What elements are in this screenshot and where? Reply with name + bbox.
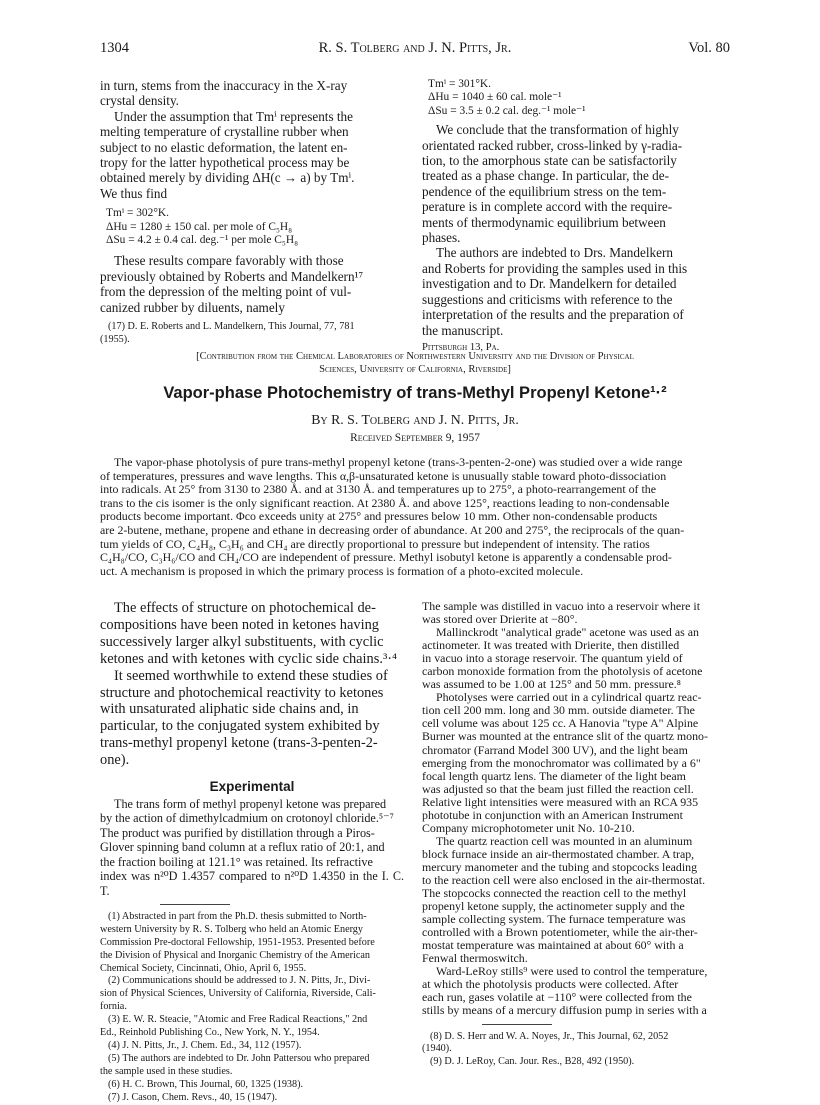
text-line: treated as a phase change. In particular, the de-	[422, 168, 669, 184]
text-line: orientated racked rubber, cross-linked by γ-radia-	[422, 137, 683, 153]
byline: By R. S. Tolberg and J. N. Pitts, Jr.	[311, 412, 519, 427]
text-line: the fraction boiling at 121.1° was retained. Its refractive	[100, 854, 373, 869]
abstract-line: products become important. Φco exceeds unity at 275° and pressures below 10 mm. Other non-condensable products	[100, 509, 658, 524]
section-heading: Experimental	[209, 779, 295, 795]
text-line: Ward-LeRoy stills⁹ were used to control the temperature,	[436, 964, 708, 979]
text-line: Fenwal thermoswitch.	[422, 951, 528, 966]
experimental-text-continued	[422, 600, 732, 1018]
text-line: by the action of dimethylcadmium on crotonoyl chloride.⁵⁻⁷	[100, 811, 394, 826]
abstract	[100, 456, 730, 578]
text-line: obtained merely by dividing ΔH(c → a) by Tmⁱ.	[100, 170, 355, 186]
text-line: from the depression of the melting point of vul-	[100, 284, 352, 300]
abstract-line: into radicals. At 25° from 3130 to 2380 Å. and at 3130 Å. and temperatures up to 275°, a photo-rearrangement of the	[100, 482, 657, 497]
text-line: subject to no elastic deformation, the latent en-	[100, 139, 348, 155]
intro-line: The effects of structure on photochemical de-	[114, 600, 376, 616]
text-line: The trans form of methyl propenyl ketone was prepared	[114, 797, 387, 812]
text-line: We thus find	[100, 185, 168, 201]
main-left-column	[100, 600, 404, 1105]
text-line: to the reaction cell were also enclosed in the air-thermostat.	[422, 872, 706, 887]
equation-line: ΔHu = 1040 ± 60 cal. mole⁻¹	[428, 91, 562, 104]
author-location: Pittsburgh 13, Pa.	[422, 341, 500, 353]
text-line: tropy for the latter hypothetical process may be	[100, 155, 350, 171]
footnote-line: (8) D. S. Herr and W. A. Noyes, Jr., This Journal, 62, 2052	[430, 1030, 669, 1042]
text-line: canized rubber by diluents, namely	[100, 299, 285, 315]
prev-article-right-column	[422, 78, 726, 355]
abstract-line: C₄H₈/CO, C₃H₆/CO and CH₄/CO are independent of pressure. Methyl isobutyl ketone is apparently a condensable prod-	[100, 550, 672, 565]
text-line: melting temperature of crystalline rubber when	[100, 124, 349, 140]
intro-line: It seemed worthwhile to extend these studies of	[114, 667, 388, 684]
text-line: Glover spinning band column at a reflux ratio of 20:1, and	[100, 840, 385, 855]
text-line: actinometer. It was treated with Drierite, then distilled	[422, 638, 680, 653]
introduction	[100, 600, 404, 769]
text-line: at which the photolysis products were collected. After	[422, 977, 679, 992]
text-line: mostat temperature was maintained at about 60° with a	[422, 938, 684, 953]
text-line: crystal density.	[100, 93, 179, 109]
main-right-column	[422, 600, 732, 1069]
text-line: controlled with a Brown potentiometer, while the air-ther-	[422, 925, 698, 940]
contribution-note	[100, 350, 730, 377]
text-line: in turn, stems from the inaccuracy in the X-ray	[100, 78, 348, 93]
abstract-line: uct. A mechanism is proposed in which the primary process is formation of a photo-excited molecule.	[100, 563, 584, 578]
intro-line: compositions have been noted in ketones having	[100, 616, 379, 633]
abstract-line: of temperatures, pressures and wave lengths. This α,β-unsaturated ketone is unusually stable toward photo-dissociation	[100, 468, 667, 483]
equation-line: ΔHu = 1280 ± 150 cal. per mole of C₅H₈	[106, 220, 293, 233]
text-line: The authors are indebted to Drs. Mandelkern	[436, 245, 673, 261]
text-line: carbon monoxide formation from the photolysis of acetone	[422, 664, 703, 679]
intro-line: one).	[100, 752, 130, 769]
footnote-line: the Division of Physical and Inorganic Chemistry of the American	[100, 949, 371, 961]
text-line: was stored over Drierite at −80°.	[422, 612, 578, 627]
abstract-line: The vapor-phase photolysis of pure trans-methyl propenyl ketone (trans-3-penten-2-one) was studied over a wide range	[114, 455, 683, 469]
volume-label: Vol. 80	[688, 40, 730, 56]
intro-line: particular, to the conjugated system exhibited by	[100, 718, 380, 735]
contribution-line: [Contribution from the Chemical Laboratories of Northwestern University and the Division of Physical	[196, 351, 634, 362]
footnote-line: (9) D. J. LeRoy, Can. Jour. Res., B28, 492 (1950).	[430, 1056, 635, 1068]
text-line: block furnace inside an air-thermostated chamber. A trap,	[422, 846, 695, 861]
footnote-line: (7) J. Cason, Chem. Revs., 40, 15 (1947).	[108, 1091, 278, 1103]
text-line: propenyl ketone supply, the actinometer supply and the	[422, 899, 685, 914]
footnote-line: (3) E. W. R. Steacie, "Atomic and Free Radical Reactions," 2nd	[108, 1014, 368, 1026]
text-line: Burner was mounted at the entrance slit of the quartz mono-	[422, 729, 708, 744]
text-line: Company microphotometer unit No. 10-210.	[422, 820, 635, 835]
text-line: was assumed to be 1.00 at 125° and 50 mm. pressure.⁸	[422, 677, 681, 692]
text-line: Mallinckrodt "analytical grade" acetone was used as an	[436, 625, 699, 640]
footnotes-left	[100, 911, 404, 1105]
footnote-line: (6) H. C. Brown, This Journal, 60, 1325 (1938).	[108, 1078, 304, 1090]
intro-line: with unsaturated aliphatic side chains and, in	[100, 701, 359, 718]
footnote-line: the sample used in these studies.	[100, 1065, 233, 1077]
footnote-line: (1940).	[422, 1043, 452, 1055]
footnote-line: Commission Pre-doctoral Fellowship, 1951-1953. Presented before	[100, 936, 375, 948]
text-line: and Roberts for providing the samples used in this	[422, 260, 688, 276]
article-title: Vapor-phase Photochemistry of trans-Methyl Propenyl Ketone¹·²	[163, 384, 667, 402]
text-line: Under the assumption that Tmⁱ represents the	[114, 108, 353, 124]
text-line: previously obtained by Roberts and Mandelkern¹⁷	[100, 268, 364, 284]
footnote-17-cont: (1955).	[100, 334, 130, 345]
footnote-rule	[160, 904, 230, 905]
footnote-line: (5) The authors are indebted to Dr. John Pattersou who prepared	[108, 1052, 370, 1064]
equation-line: Tmⁱ = 302°K.	[106, 207, 169, 220]
text-line: tion, to the amorphous state can be satisfactorily	[422, 153, 677, 169]
footnote-line: sion of Physical Sciences, University of California, Riverside, Cali-	[100, 988, 376, 1000]
abstract-line: tum yields of CO, C₄H₈, C₃H₆ and CH₄ are directly proportional to pressure but independent of intensity. The ratios	[100, 536, 650, 551]
text-line: We conclude that the transformation of highly	[436, 122, 679, 138]
equation-line: ΔSu = 3.5 ± 0.2 cal. deg.⁻¹ mole⁻¹	[428, 104, 586, 117]
footnote-line: fornia.	[100, 1001, 127, 1013]
text-line: These results compare favorably with those	[114, 253, 344, 269]
footnote-rule	[482, 1024, 552, 1025]
text-line: mercury manometer and the tubing and stopcocks leading	[422, 859, 698, 874]
text-line: emerging from the monochromator was collimated by a 6"	[422, 755, 701, 770]
page-number: 1304	[100, 40, 129, 56]
equation-line: Tmⁱ = 301°K.	[428, 78, 491, 90]
footnote-line: Chemical Society, Cincinnati, Ohio, April 6, 1955.	[100, 962, 307, 974]
text-line: Photolyses were carried out in a cylindrical quartz reac-	[436, 690, 702, 705]
text-line: sample collecting system. The furnace temperature was	[422, 912, 686, 927]
text-line: The product was purified by distillation through a Piros-	[100, 825, 375, 840]
text-line: tion cell 200 mm. long and 30 mm. outside diameter. The	[422, 703, 695, 718]
text-line: investigation and to Dr. Mandelkern for detailed	[422, 276, 677, 292]
text-line: perature is in complete accord with the require-	[422, 199, 673, 215]
text-line: focal length quartz lens. The diameter of the light beam	[422, 768, 686, 783]
text-line: The quartz reaction cell was mounted in an aluminum	[436, 833, 693, 848]
footnote-line: (2) Communications should be addressed to J. N. Pitts, Jr., Divi-	[108, 975, 371, 987]
text-line: stills by means of a mercury diffusion pump in series with a	[422, 1003, 707, 1018]
intro-line: ketones and with ketones with cyclic side chains.³·⁴	[100, 650, 398, 667]
text-line: chromator (Farrand Model 300 UV), and the light beam	[422, 742, 688, 757]
experimental-text	[100, 797, 404, 898]
text-line: Relative light intensities were measured with an RCA 935	[422, 794, 699, 809]
text-line: phototube in conjunction with an American Instrument	[422, 807, 683, 822]
footnote-line: (4) J. N. Pitts, Jr., J. Chem. Ed., 34, 112 (1957).	[108, 1039, 302, 1051]
text-line: The sample was distilled in vacuo into a reservoir where it	[422, 599, 701, 613]
text-line: each run, gases volatile at −110° were collected from the	[422, 990, 692, 1005]
footnotes-right	[422, 1031, 732, 1070]
prev-article-left-column	[100, 78, 404, 347]
text-line: was adjusted so that the beam just filled the reaction cell.	[422, 781, 694, 796]
intro-line: trans-methyl propenyl ketone (trans-3-penten-2-	[100, 735, 378, 752]
text-line: The stopcocks connected the reaction cell to the methyl	[422, 886, 687, 901]
intro-line: successively larger alkyl substituents, with cyclic	[100, 633, 384, 650]
contribution-line: Sciences, University of California, Riverside]	[319, 364, 511, 376]
text-line: index was n²⁰D 1.4357 compared to n²⁰D 1.4350 in the I. C. T.	[100, 869, 404, 898]
intro-line: structure and photochemical reactivity to ketones	[100, 684, 384, 701]
text-line: phases.	[422, 230, 461, 246]
text-line: ments of thermodynamic equilibrium between	[422, 214, 666, 230]
footnote-17: (17) D. E. Roberts and L. Mandelkern, This Journal, 77, 781	[108, 321, 355, 333]
abstract-line: are 2-butene, methane, propene and ethane in decreasing order of abundance. At 200 and 275°, the reciprocals of the quan-	[100, 522, 685, 537]
text-line: the manuscript.	[422, 322, 504, 338]
running-authors: R. S. Tolberg and J. N. Pitts, Jr.	[318, 40, 512, 56]
footnote-line: (1) Abstracted in part from the Ph.D. thesis submitted to North-	[108, 910, 367, 922]
footnote-line: western University by R. S. Tolberg who held an Atomic Energy	[100, 923, 363, 935]
footnote-line: Ed., Reinhold Publishing Co., New York, N. Y., 1954.	[100, 1027, 320, 1039]
received-date: Received September 9, 1957	[350, 432, 480, 444]
text-line: interpretation of the results and the preparation of	[422, 307, 684, 323]
text-line: suggestions and criticisms with reference to the	[422, 291, 673, 307]
text-line: in vacuo into a storage reservoir. The quantum yield of	[422, 651, 683, 666]
equation-line: ΔSu = 4.2 ± 0.4 cal. deg.⁻¹ per mole C₅H₈	[106, 234, 299, 247]
text-line: pendence of the equilibrium stress on the tem-	[422, 183, 667, 199]
text-line: cell volume was about 125 cc. A Hanovia "type A" Alpine	[422, 716, 699, 731]
abstract-line: trans to the cis isomer is the only significant reaction. At 2380 Å. and above 125°, reactions leading to non-condensable	[100, 495, 670, 510]
